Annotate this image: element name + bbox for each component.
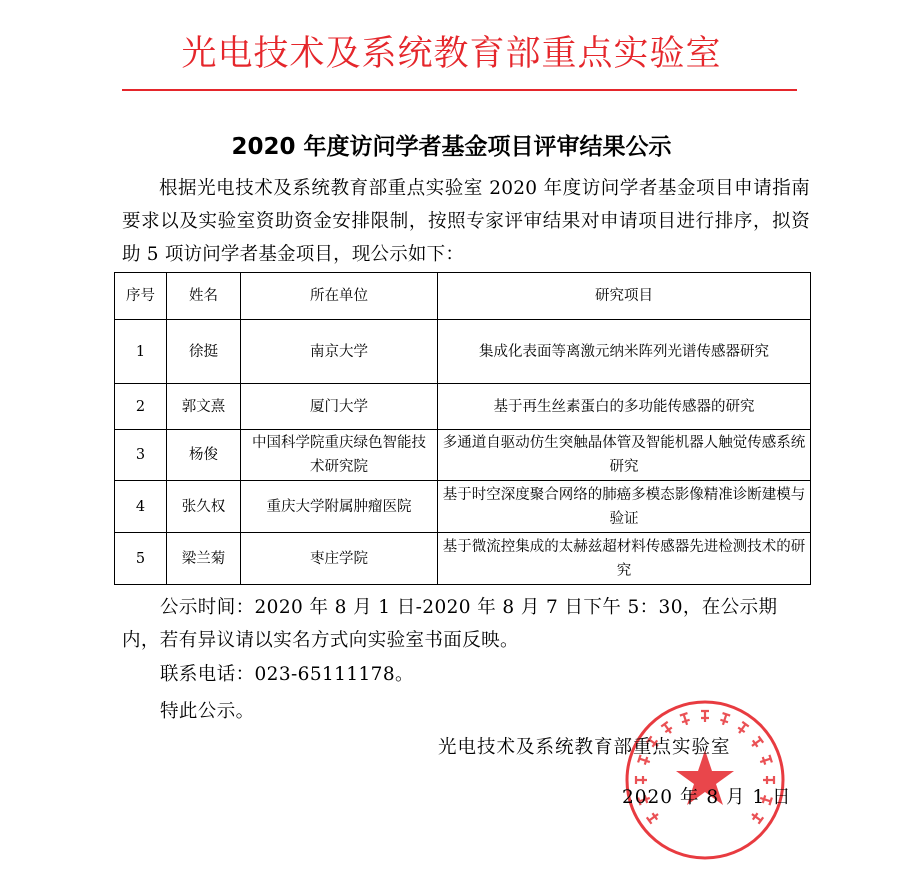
notice-title: 2020 年度访问学者基金项目评审结果公示 — [231, 134, 672, 160]
cell-index: 5 — [115, 533, 167, 585]
cell-index: 3 — [115, 430, 167, 481]
cell-project: 基于时空深度聚合网络的肺癌多模态影像精准诊断建模与验证 — [438, 481, 811, 533]
signature-date: 2020 年 8 月 1 日 — [622, 787, 792, 808]
cell-project: 多通道自驱动仿生突触晶体管及智能机器人触觉传感系统研究 — [438, 430, 811, 481]
cell-index: 1 — [115, 320, 167, 384]
seal-glyph-mark — [736, 721, 750, 735]
table-row — [115, 320, 811, 384]
table-row — [115, 430, 811, 481]
cell-name: 梁兰菊 — [167, 533, 241, 585]
header-red-divider — [122, 89, 797, 91]
cell-institution: 中国科学院重庆绿色智能技术研究院 — [241, 430, 438, 481]
header-cell: 姓名 — [167, 273, 241, 320]
seal-glyph-mark — [750, 736, 764, 750]
table-row — [115, 384, 811, 430]
cell-name: 徐挺 — [167, 320, 241, 384]
cell-index: 4 — [115, 481, 167, 533]
notice-period-line2: 内，若有异议请以实名方式向实验室书面反映。 — [122, 630, 519, 651]
table-row — [115, 533, 811, 585]
seal-glyph-mark — [750, 811, 764, 825]
seal-glyph-mark — [701, 710, 709, 722]
seal-glyph-mark — [646, 811, 660, 825]
table-header-row — [115, 273, 811, 320]
intro-paragraph: 根据光电技术及系统教育部重点实验室 2020 年度访问学者基金项目申请指南要求以及实验室资助资金安排限制，按照专家评审结果对申请项目进行排序，拟资助 5 项访问学者基金项目，现公示如下： — [122, 178, 810, 265]
cell-institution: 厦门大学 — [241, 384, 438, 430]
seal-glyph-mark — [759, 755, 773, 766]
cell-name: 郭文熹 — [167, 384, 241, 430]
cell-institution: 重庆大学附属肿瘤医院 — [241, 481, 438, 533]
signature-org: 光电技术及系统教育部重点实验室 — [438, 737, 731, 758]
cell-name: 张久权 — [167, 481, 241, 533]
official-seal-stamp — [623, 698, 787, 862]
closing-text: 特此公示。 — [160, 701, 255, 722]
cell-index: 2 — [115, 384, 167, 430]
cell-institution: 枣庄学院 — [241, 533, 438, 585]
cell-name: 杨俊 — [167, 430, 241, 481]
cell-project: 集成化表面等离激元纳米阵列光谱传感器研究 — [438, 320, 811, 384]
contact-phone: 联系电话：023-65111178。 — [160, 664, 414, 685]
cell-project: 基于再生丝素蛋白的多功能传感器的研究 — [438, 384, 811, 430]
header-cell: 所在单位 — [241, 273, 438, 320]
header-cell: 研究项目 — [438, 273, 811, 320]
cell-project: 基于微流控集成的太赫兹超材料传感器先进检测技术的研究 — [438, 533, 811, 585]
table-row — [115, 481, 811, 533]
seal-glyph-mark — [680, 712, 691, 726]
notice-period-line1: 公示时间：2020 年 8 月 1 日-2020 年 8 月 7 日下午 5：30，在公示期 — [160, 597, 778, 618]
cell-institution: 南京大学 — [241, 320, 438, 384]
seal-glyph-mark — [719, 712, 730, 726]
header-cell: 序号 — [115, 273, 167, 320]
org-header-title: 光电技术及系统教育部重点实验室 — [181, 34, 722, 74]
results-table — [114, 272, 811, 585]
